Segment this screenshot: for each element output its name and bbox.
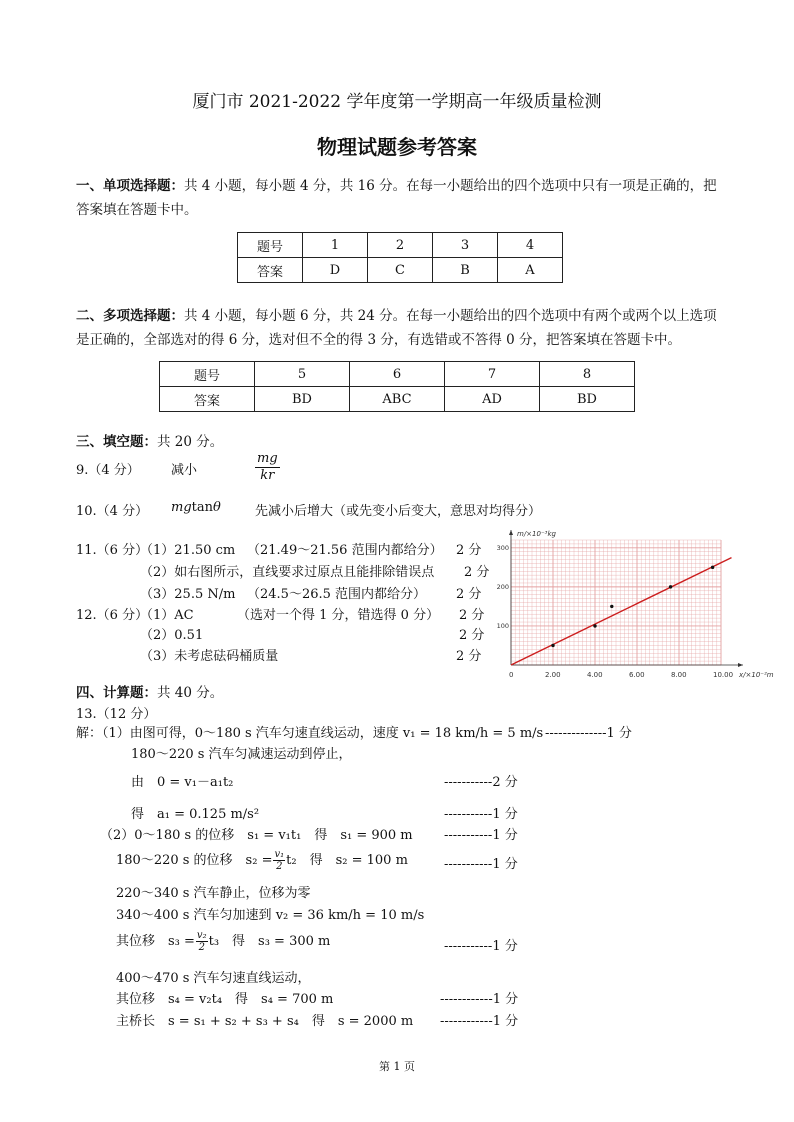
data-point <box>711 566 714 569</box>
q11-line1-range: （21.49～21.56 范围内都给分） <box>247 543 443 558</box>
table-cell: 7 <box>445 362 540 387</box>
q13-line3: 由 0 = v₁－a₁t₂ <box>131 775 234 790</box>
table-cell: C <box>368 258 433 283</box>
table-cell: A <box>498 258 563 283</box>
q13-line7: 220～340 s 汽车静止，位移为零 <box>116 886 311 901</box>
q13-line9-score: -----------1 分 <box>444 939 518 954</box>
table-cell: 1 <box>303 233 368 258</box>
section4-desc: 共 40 分。 <box>157 685 224 701</box>
y-tick-label: 200 <box>496 582 509 591</box>
table-row <box>238 233 563 258</box>
q12-line2: （2）0.51 <box>140 628 204 643</box>
fraction <box>196 930 208 953</box>
table-cell: 2 <box>368 233 433 258</box>
document-subtitle: 物理试题参考答案 <box>317 135 477 159</box>
chart-x-label: x/×10⁻²m <box>739 671 774 679</box>
chart-grid <box>511 540 721 665</box>
table-cell: BD <box>540 387 635 412</box>
table-cell: B <box>433 258 498 283</box>
section1-line1 <box>76 174 717 194</box>
table-cell: 题号 <box>160 362 255 387</box>
q12-label: 12.（6 分） <box>76 608 149 623</box>
q11-line1-score: 2 分 <box>456 543 482 558</box>
q11-line3-score: 2 分 <box>456 587 482 602</box>
q13-line1-score: --------------1 分 <box>545 726 632 741</box>
q13-line6 <box>116 849 408 872</box>
table-cell: D <box>303 258 368 283</box>
fraction-denominator: kr <box>260 468 275 483</box>
section2-heading: 二、多项选择题： <box>76 308 184 324</box>
q11-line3-range: （24.5～26.5 范围内都给分） <box>247 587 427 602</box>
section3-heading: 三、填空题： <box>76 434 157 450</box>
q13-label: 13.（12 分） <box>76 707 157 722</box>
q13-line8: 340～400 s 汽车匀加速到 v₂ = 36 km/h = 10 m/s <box>116 908 425 923</box>
x-axis-arrow <box>738 663 743 667</box>
y-tick-label: 100 <box>496 621 509 630</box>
q13-line3-score: -----------2 分 <box>444 775 518 790</box>
section2-line1 <box>76 304 717 324</box>
section1-heading: 一、单项选择题： <box>76 178 184 194</box>
q13-line10: 400～470 s 汽车匀速直线运动， <box>116 971 311 986</box>
q13-line12: 主桥长 s = s₁ + s₂ + s₃ + s₄ 得 s = 2000 m <box>116 1014 414 1029</box>
section2-answer-table <box>159 361 635 412</box>
y-axis-arrow <box>509 530 513 535</box>
table-cell: 5 <box>255 362 350 387</box>
data-point <box>610 605 613 608</box>
q13-line11-score: ------------1 分 <box>440 992 519 1007</box>
q13-line5-score: -----------1 分 <box>444 828 518 843</box>
section2-desc: 共 4 小题，每小题 6 分，共 24 分。在每一小题给出的四个选项中有两个或两个以上选项 <box>184 308 717 324</box>
table-cell: 6 <box>350 362 445 387</box>
chart-marks <box>511 558 732 665</box>
chart-y-label: m/×10⁻³kg <box>517 530 556 538</box>
q12-line1-score: 2 分 <box>459 608 485 623</box>
table-cell: 题号 <box>238 233 303 258</box>
section1-desc: 共 4 小题，每小题 4 分，共 16 分。在每一小题给出的四个选项中只有一项是正确的，把 <box>184 178 717 194</box>
data-point <box>593 624 596 627</box>
formula-tan: tan <box>191 500 214 515</box>
q13-line9 <box>116 930 330 953</box>
q11-line1: （1）21.50 cm <box>140 543 236 558</box>
x-tick-label: 6.00 <box>629 671 645 679</box>
q13-line4: 得 a₁ = 0.125 m/s² <box>131 807 260 822</box>
table-row <box>160 362 635 387</box>
y-tick-label: 300 <box>496 543 509 552</box>
q13-line6-a: 180～220 s 的位移 s₂ = <box>116 853 273 868</box>
section4-line <box>76 681 223 701</box>
q10-answer: 先减小后增大（或先变小后变大，意思对均得分） <box>255 504 542 519</box>
q13-line6-b: t₂ 得 s₂ = 100 m <box>286 853 408 868</box>
q13-line5: （2）0～180 s 的位移 s₁ = v₁t₁ 得 s₁ = 900 m <box>100 828 413 843</box>
data-point <box>551 644 554 647</box>
section3-desc: 共 20 分。 <box>157 434 224 450</box>
q13-line12-score: ------------1 分 <box>440 1014 519 1029</box>
x-tick-label: 10.00 <box>713 671 734 679</box>
fit-line <box>511 558 732 665</box>
table-cell: AD <box>445 387 540 412</box>
x-tick-label: 0 <box>509 671 514 679</box>
section1-desc2: 答案填在答题卡中。 <box>76 202 198 218</box>
section4-heading: 四、计算题： <box>76 685 157 701</box>
fraction-numerator: v₂ <box>196 930 207 941</box>
table-cell: 答案 <box>160 387 255 412</box>
q13-line4-score: -----------1 分 <box>444 807 518 822</box>
q12-line2-score: 2 分 <box>459 628 485 643</box>
table-row <box>160 387 635 412</box>
data-point <box>669 585 672 588</box>
fraction-numerator: mg <box>257 451 278 466</box>
q13-line9-b: t₃ 得 s₃ = 300 m <box>208 934 331 949</box>
q10-formula <box>171 500 221 515</box>
fraction-denominator: 2 <box>276 861 283 872</box>
formula-mg: mg <box>171 500 192 515</box>
q10-label: 10.（4 分） <box>76 504 149 519</box>
section1-answer-table <box>237 232 563 283</box>
table-cell: BD <box>255 387 350 412</box>
spring-mass-chart <box>496 520 784 685</box>
q11-line2-score: 2 分 <box>464 565 490 580</box>
q9-answer: 减小 <box>171 463 198 478</box>
q9-label: 9.（4 分） <box>76 463 140 478</box>
table-cell: 4 <box>498 233 563 258</box>
x-tick-label: 8.00 <box>671 671 687 679</box>
q12-line3: （3）未考虑砝码桶质量 <box>140 649 279 664</box>
page-number: 第 1 页 <box>379 1060 415 1073</box>
q13-line11: 其位移 s₄ = v₂t₄ 得 s₄ = 700 m <box>116 992 334 1007</box>
q13-line1: 解：（1）由图可得，0～180 s 汽车匀速直线运动，速度 v₁ = 18 km/h = 5 m/s <box>76 726 544 741</box>
table-cell: 3 <box>433 233 498 258</box>
q13-line2: 180～220 s 汽车匀减速运动到停止， <box>131 747 352 762</box>
table-cell: 答案 <box>238 258 303 283</box>
fraction <box>255 451 280 484</box>
q13-line9-a: 其位移 s₃ = <box>116 934 195 949</box>
q13-line6-score: -----------1 分 <box>444 857 518 872</box>
table-cell: ABC <box>350 387 445 412</box>
fraction-numerator: v₁ <box>274 849 285 860</box>
section3-line <box>76 430 223 450</box>
q11-label: 11.（6 分） <box>76 543 149 558</box>
document-title: 厦门市 2021-2022 学年度第一学期高一年级质量检测 <box>192 92 602 112</box>
q11-line2: （2）如右图所示，直线要求过原点且能排除错误点 <box>140 565 435 580</box>
fraction-denominator: 2 <box>198 942 205 953</box>
section2-desc2: 是正确的，全部选对的得 6 分，选对但不全的得 3 分，有选错或不答得 0 分，把答案填在答题卡中。 <box>76 332 682 348</box>
x-tick-label: 4.00 <box>587 671 603 679</box>
q12-line1: （1）AC <box>140 608 194 623</box>
formula-theta: θ <box>213 500 221 515</box>
fraction <box>273 849 285 872</box>
table-cell: 8 <box>540 362 635 387</box>
q12-line1-note: （选对一个得 1 分，错选得 0 分） <box>237 608 440 623</box>
x-tick-label: 2.00 <box>545 671 561 679</box>
q12-line3-score: 2 分 <box>456 649 482 664</box>
q11-line3: （3）25.5 N/m <box>140 587 236 602</box>
table-row <box>238 258 563 283</box>
q9-fraction <box>255 451 280 484</box>
